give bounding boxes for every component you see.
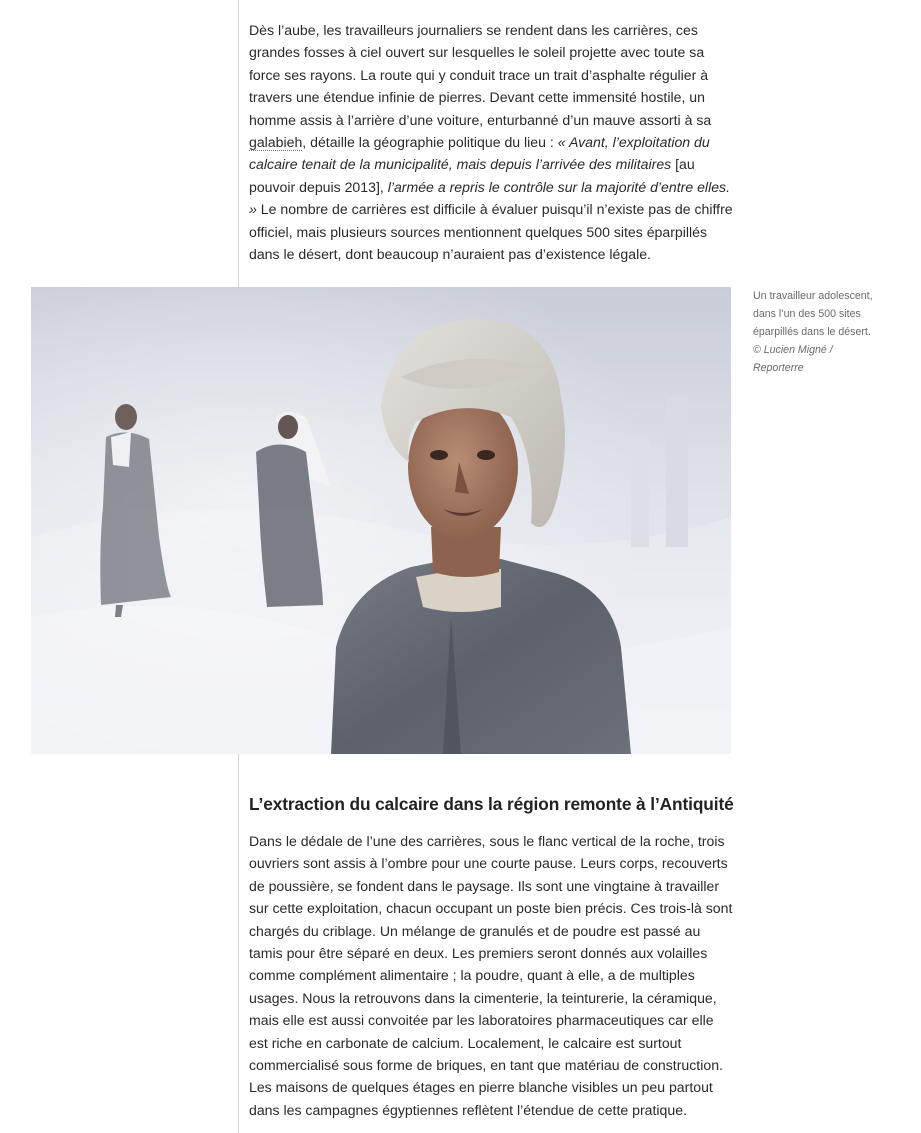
- column-rule-bottom: [238, 754, 239, 1133]
- text-run: , détaille la géographie politique du lieu :: [302, 134, 558, 151]
- article-photo: [31, 287, 731, 754]
- quote-part-2: l’armée a repris le contrôle sur la majorité d’entre elles. »: [249, 178, 730, 218]
- caption-text: Un travailleur adolescent, dans l’un des 500 sites éparpillés dans le désert.: [753, 290, 873, 338]
- column-rule-top: [238, 0, 239, 287]
- quote-part-1: « Avant, l’exploitation du calcaire tenait de la municipalité, mais depuis l’arrivée des militaires: [249, 134, 710, 173]
- paragraph-text: [249, 19, 733, 265]
- text-run: Dès l’aube, les travailleurs journaliers se rendent dans les carrières, ces grandes fosses à ciel ouvert sur lesquelles le soleil projette avec toute sa force ses rayons. La route qui y conduit trace un trait d’asphalte régulier à travers une étendue infinie de pierres. Devant cette immensité hostile, un homme assis à l’arrière d’une voiture, enturbanné d’un mauve assorti à sa: [249, 22, 712, 128]
- article-paragraph-intro: [249, 19, 733, 265]
- photo-caption: [753, 287, 878, 377]
- article-paragraph-quarries: [249, 830, 733, 1121]
- text-run: Le nombre de carrières est difficile à évaluer puisqu’il n’existe pas de chiffre officiel, mais plusieurs sources mentionnent quelques 500 sites éparpillés dans le désert, dont beaucoup n’auraient pas d’existence légale.: [249, 201, 733, 263]
- paragraph-text: Dans le dédale de l’une des carrières, sous le flanc vertical de la roche, trois ouvriers sont assis à l’ombre pour une courte pause. Leurs corps, recouverts de poussière, se fondent dans le paysage. Ils sont une vingtaine à travailler sur cette exploitation, chacun occupant un poste bien précis. Ces trois-là sont chargés du criblage. Un mélange de granulés et de poudre est passé au tamis pour être séparé en deux. Les premiers seront donnés aux volailles comme complément alimentaire ; la poudre, quant à elle, a de multiples usages. Nous la retrouvons dans la cimenterie, la teinturerie, la céramique, mais elle est aussi convoitée par les laboratoires pharmaceutiques car elle est riche en carbonate de calcium. Localement, le calcaire est surtout commercialisé sous forme de briques, en tant que matériau de construction. Les maisons de quelques étages en pierre blanche visibles un peu partout dans les campagnes égyptiennes reflètent l’étendue de cette pratique.: [249, 833, 733, 1118]
- photo-credit: © Lucien Migné / Reporterre: [753, 344, 833, 374]
- section-heading: L’extraction du calcaire dans la région remonte à l’Antiquité: [249, 794, 734, 814]
- bracket-note: [au pouvoir depuis 2013],: [249, 156, 695, 195]
- galabieh-term[interactable]: galabieh: [249, 134, 303, 151]
